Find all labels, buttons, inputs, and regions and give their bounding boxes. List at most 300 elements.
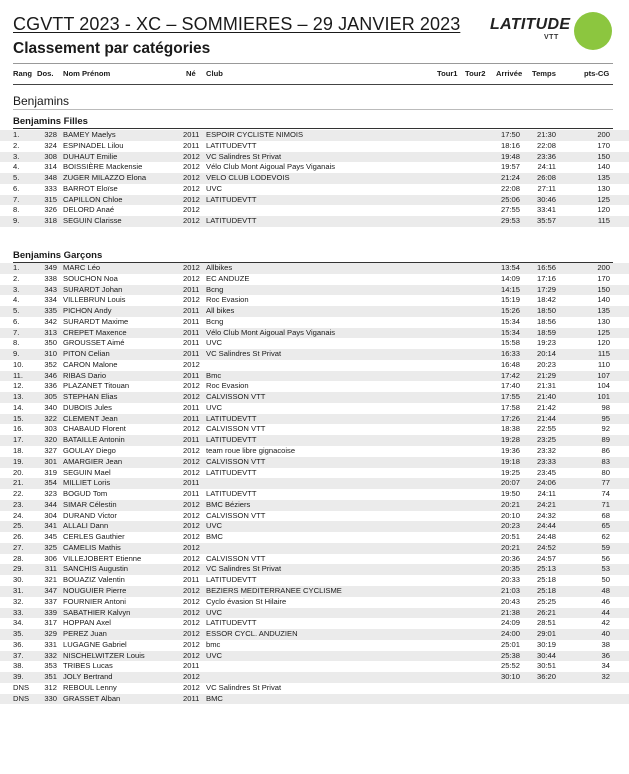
cell-arrivee: 14:09 — [500, 273, 520, 283]
column-header-rang: Rang — [13, 69, 32, 78]
cell-nom: SEGUIN Clarisse — [63, 216, 122, 226]
cell-temps: 19:23 — [536, 338, 556, 348]
cell-dossard: 324 — [44, 140, 57, 150]
cell-rang: 1. — [13, 130, 20, 139]
cell-nom: SABATHIER Kalvyn — [63, 607, 131, 617]
cell-points: 130 — [597, 316, 610, 326]
table-row — [0, 205, 629, 216]
table-row — [0, 371, 629, 382]
cell-temps: 24:21 — [536, 499, 556, 509]
cell-rang: 24. — [13, 510, 24, 520]
cell-dossard: 310 — [44, 349, 57, 359]
cell-annee: 2011 — [183, 478, 200, 488]
cell-temps: 17:16 — [536, 273, 556, 283]
cell-arrivee: 30:10 — [500, 672, 520, 682]
cell-nom: CAMELIS Mathis — [63, 542, 121, 552]
cell-arrivee: 25:01 — [500, 639, 520, 649]
table-row — [0, 543, 629, 554]
table-row — [0, 392, 629, 403]
cell-rang: 26. — [13, 532, 24, 542]
cell-annee: 2011 — [183, 140, 200, 150]
cell-nom: CHABAUD Florent — [63, 424, 126, 434]
cell-annee: 2012 — [183, 295, 200, 305]
cell-annee: 2012 — [183, 194, 200, 204]
cell-annee: 2012 — [183, 359, 200, 369]
cell-club: LATITUDEVTT — [206, 194, 257, 204]
results-table-filles — [0, 130, 629, 227]
cell-rang: 38. — [13, 661, 24, 671]
table-row — [0, 457, 629, 468]
cell-rang: 29. — [13, 564, 24, 574]
cell-nom: BARROT Eloïse — [63, 183, 118, 193]
cell-dossard: 311 — [44, 564, 57, 574]
cell-temps: 23:36 — [536, 151, 556, 161]
cell-temps: 18:50 — [536, 306, 556, 316]
cell-rang: 21. — [13, 478, 24, 488]
cell-nom: FOURNIER Antoni — [63, 596, 126, 606]
cell-club: CALVISSON VTT — [206, 456, 266, 466]
cell-arrivee: 15:58 — [500, 338, 520, 348]
cell-annee: 2012 — [183, 553, 200, 563]
column-header-tour2: Tour2 — [465, 69, 486, 78]
cell-annee: 2012 — [183, 542, 200, 552]
cell-nom: SEGUIN Mael — [63, 467, 111, 477]
cell-nom: PLAZANET Titouan — [63, 381, 130, 391]
cell-temps: 25:25 — [536, 596, 556, 606]
cell-rang: 19. — [13, 456, 24, 466]
cell-rang: 27. — [13, 542, 24, 552]
cell-points: 101 — [597, 392, 610, 402]
cell-temps: 16:56 — [536, 263, 556, 272]
cell-nom: ALLALI Dann — [63, 521, 109, 531]
cell-arrivee: 24:09 — [500, 618, 520, 628]
cell-annee: 2012 — [183, 639, 200, 649]
table-row — [0, 360, 629, 371]
cell-dossard: 342 — [44, 316, 57, 326]
table-row — [0, 532, 629, 543]
cell-club: VC Salindres St Privat — [206, 349, 282, 359]
column-header-pts: pts-CG — [584, 69, 610, 78]
cell-dossard: 347 — [44, 585, 57, 595]
table-row — [0, 328, 629, 339]
cell-dossard: 322 — [44, 413, 57, 423]
table-row — [0, 285, 629, 296]
cell-annee: 2012 — [183, 205, 200, 215]
cell-points: 83 — [601, 456, 610, 466]
cell-annee: 2012 — [183, 596, 200, 606]
cell-club: LATITUDEVTT — [206, 467, 257, 477]
cell-arrivee: 27:55 — [500, 205, 520, 215]
cell-dossard: 320 — [44, 435, 57, 445]
cell-club: bmc — [206, 639, 221, 649]
cell-temps: 24:52 — [536, 542, 556, 552]
cell-dossard: 339 — [44, 607, 57, 617]
cell-arrivee: 15:34 — [500, 327, 520, 337]
cell-nom: HOPPAN Axel — [63, 618, 111, 628]
cell-points: 38 — [601, 639, 610, 649]
logo-subtext: VTT — [544, 34, 559, 41]
table-row — [0, 468, 629, 479]
cell-temps: 28:51 — [536, 618, 556, 628]
cell-points: 48 — [601, 585, 610, 595]
column-header-ne: Né — [186, 69, 196, 78]
cell-arrivee: 20:33 — [500, 575, 520, 585]
cell-dossard: 338 — [44, 273, 57, 283]
cell-club: UVC — [206, 650, 223, 660]
cell-points: 71 — [601, 499, 610, 509]
cell-arrivee: 25:52 — [500, 661, 520, 671]
table-row — [0, 263, 629, 274]
table-row — [0, 683, 629, 694]
cell-annee: 2012 — [183, 216, 200, 226]
cell-annee: 2011 — [183, 306, 200, 316]
column-header-row — [0, 69, 629, 82]
cell-arrivee: 20:21 — [500, 499, 520, 509]
cell-arrivee: 20:21 — [500, 542, 520, 552]
cell-club: LATITUDEVTT — [206, 216, 257, 226]
cell-temps: 24:11 — [537, 162, 556, 172]
cell-nom: AMARGIER Jean — [63, 456, 123, 466]
cell-annee: 2011 — [183, 693, 200, 703]
cell-points: 46 — [601, 596, 610, 606]
cell-annee: 2012 — [183, 381, 200, 391]
cell-temps: 26:08 — [536, 173, 556, 183]
cell-annee: 2011 — [183, 370, 200, 380]
table-row — [0, 274, 629, 285]
cell-nom: BOISSIÈRE Mackensie — [63, 162, 143, 172]
cell-arrivee: 15:26 — [500, 306, 520, 316]
cell-dossard: 319 — [44, 467, 57, 477]
cell-club: VELO CLUB LODEVOIS — [206, 173, 290, 183]
column-header-nom: Nom Prénom — [63, 69, 111, 78]
table-row — [0, 295, 629, 306]
cell-dossard: 305 — [44, 392, 57, 402]
cell-arrivee: 20:36 — [500, 553, 520, 563]
cell-club: LATITUDEVTT — [206, 489, 257, 499]
table-row — [0, 511, 629, 522]
cell-dossard: 346 — [44, 370, 57, 380]
cell-club: ESSOR CYCL. ANDUZIEN — [206, 629, 298, 639]
cell-rang: 39. — [13, 672, 24, 682]
cell-temps: 24:06 — [536, 478, 556, 488]
cell-dossard: 317 — [44, 618, 57, 628]
cell-points: 68 — [601, 510, 610, 520]
cell-annee: 2012 — [183, 263, 200, 272]
cell-rang: 17. — [13, 435, 24, 445]
cell-points: 59 — [601, 542, 610, 552]
cell-club: BMC Béziers — [206, 499, 251, 509]
cell-temps: 36:20 — [536, 672, 556, 682]
group-title-garcons: Benjamins Garçons — [13, 250, 103, 261]
cell-rang: 2. — [13, 273, 20, 283]
cell-dossard: 332 — [44, 650, 57, 660]
cell-annee: 2012 — [183, 629, 200, 639]
cell-rang: 6. — [13, 316, 20, 326]
cell-arrivee: 16:48 — [500, 359, 520, 369]
cell-points: 40 — [601, 629, 610, 639]
cell-rang: 8. — [13, 338, 20, 348]
cell-nom: SIMAR Célestin — [63, 499, 117, 509]
cell-rang: 1. — [13, 263, 20, 272]
table-row — [0, 478, 629, 489]
cell-temps: 24:44 — [536, 521, 556, 531]
cell-club: BMC — [206, 532, 223, 542]
cell-dossard: 303 — [44, 424, 57, 434]
cell-annee: 2012 — [183, 521, 200, 531]
cell-nom: TRIBES Lucas — [63, 661, 113, 671]
cell-arrivee: 20:35 — [500, 564, 520, 574]
cell-dossard: 326 — [44, 205, 57, 215]
cell-points: 115 — [597, 216, 610, 226]
logo-text: LATITUDE — [490, 16, 571, 33]
table-row — [0, 575, 629, 586]
cell-temps: 30:19 — [536, 639, 556, 649]
cell-rang: 34. — [13, 618, 24, 628]
cell-arrivee: 25:38 — [500, 650, 520, 660]
cell-dossard: 304 — [44, 510, 57, 520]
table-row — [0, 141, 629, 152]
cell-points: 36 — [601, 650, 610, 660]
table-row — [0, 554, 629, 565]
cell-dossard: 340 — [44, 402, 57, 412]
cell-nom: LUGAGNE Gabriel — [63, 639, 127, 649]
cell-nom: PEREZ Juan — [63, 629, 107, 639]
cell-dossard: 314 — [44, 162, 57, 172]
cell-dossard: 330 — [44, 693, 57, 703]
cell-dossard: 308 — [44, 151, 57, 161]
cell-annee: 2012 — [183, 183, 200, 193]
cell-temps: 21:42 — [536, 402, 556, 412]
cell-rang: 22. — [13, 489, 24, 499]
cell-club: CALVISSON VTT — [206, 553, 266, 563]
cell-temps: 21:30 — [536, 130, 556, 139]
cell-club: BEZIERS MEDITERRANEE CYCLISME — [206, 585, 342, 595]
cell-arrivee: 20:51 — [500, 532, 520, 542]
cell-temps: 23:45 — [536, 467, 556, 477]
table-row — [0, 521, 629, 532]
cell-dossard: 315 — [44, 194, 57, 204]
cell-dossard: 343 — [44, 284, 57, 294]
cell-arrivee: 19:36 — [500, 446, 520, 456]
table-row — [0, 651, 629, 662]
cell-points: 107 — [597, 370, 610, 380]
table-row — [0, 597, 629, 608]
cell-points: 56 — [601, 553, 610, 563]
cell-nom: SOUCHON Noa — [63, 273, 118, 283]
cell-annee: 2012 — [183, 532, 200, 542]
cell-dossard: 328 — [44, 130, 57, 139]
cell-temps: 22:08 — [536, 140, 556, 150]
cell-annee: 2012 — [183, 392, 200, 402]
cell-dossard: 351 — [44, 672, 57, 682]
group-divider — [13, 128, 613, 129]
cell-points: 89 — [601, 435, 610, 445]
cell-rang: 16. — [13, 424, 24, 434]
table-row — [0, 338, 629, 349]
table-row — [0, 586, 629, 597]
cell-rang: 8. — [13, 205, 20, 215]
cell-dossard: 348 — [44, 173, 57, 183]
cell-dossard: 329 — [44, 629, 57, 639]
cell-points: 200 — [597, 130, 610, 139]
cell-rang: 5. — [13, 306, 20, 316]
cell-rang: 23. — [13, 499, 24, 509]
cell-club: UVC — [206, 183, 223, 193]
table-row — [0, 435, 629, 446]
cell-rang: 9. — [13, 349, 20, 359]
results-table-garcons — [0, 263, 629, 704]
cell-annee: 2011 — [183, 489, 200, 499]
cell-points: 130 — [597, 183, 610, 193]
cell-nom: BATAILLE Antonin — [63, 435, 125, 445]
gear-icon — [574, 12, 612, 50]
cell-rang: 7. — [13, 327, 20, 337]
cell-dossard: 352 — [44, 359, 57, 369]
cell-club: All bikes — [206, 306, 235, 316]
cell-temps: 22:55 — [536, 424, 556, 434]
cell-rang: 13. — [13, 392, 24, 402]
column-header-arrivee: Arrivée — [496, 69, 523, 78]
cell-points: 50 — [601, 575, 610, 585]
cell-dossard: 354 — [44, 478, 57, 488]
cell-dossard: 301 — [44, 456, 57, 466]
cell-annee: 2011 — [183, 402, 200, 412]
cell-club: VC Salindres St Privat — [206, 151, 282, 161]
cell-temps: 27:11 — [537, 183, 556, 193]
cell-rang: 20. — [13, 467, 24, 477]
cell-dossard: 353 — [44, 661, 57, 671]
cell-arrivee: 21:24 — [500, 173, 520, 183]
cell-temps: 17:29 — [536, 284, 556, 294]
cell-club: UVC — [206, 521, 223, 531]
cell-annee: 2012 — [183, 585, 200, 595]
cell-points: 53 — [601, 564, 610, 574]
cell-annee: 2012 — [183, 151, 200, 161]
cell-rang: 31. — [13, 585, 24, 595]
cell-club: Vélo Club Mont Aigoual Pays Viganais — [206, 327, 336, 337]
section-title: Benjamins — [13, 94, 70, 108]
cell-rang: 25. — [13, 521, 24, 531]
cell-rang: 36. — [13, 639, 24, 649]
page-title: CGVTT 2023 - XC – SOMMIERES – 29 JANVIER 2023 — [13, 14, 461, 34]
cell-arrivee: 19:57 — [500, 162, 520, 172]
cell-arrivee: 19:25 — [500, 467, 520, 477]
cell-points: 150 — [597, 151, 610, 161]
cell-temps: 24:11 — [537, 489, 556, 499]
cell-annee: 2012 — [183, 650, 200, 660]
cell-club: LATITUDEVTT — [206, 575, 257, 585]
cell-rang: 28. — [13, 553, 24, 563]
cell-dossard: 321 — [44, 575, 57, 585]
cell-points: 44 — [601, 607, 610, 617]
cell-annee: 2012 — [183, 499, 200, 509]
cell-points: 135 — [597, 173, 610, 183]
cell-club: Cyclo évasion St Hilaire — [206, 596, 287, 606]
cell-annee: 2011 — [183, 284, 200, 294]
cell-rang: 10. — [13, 359, 24, 369]
cell-annee: 2012 — [183, 162, 200, 172]
cell-rang: 7. — [13, 194, 20, 204]
cell-dossard: 335 — [44, 306, 57, 316]
cell-arrivee: 24:00 — [500, 629, 520, 639]
cell-rang: 6. — [13, 183, 20, 193]
cell-annee: 2011 — [183, 316, 200, 326]
cell-annee: 2012 — [183, 456, 200, 466]
cell-nom: MILLIET Loris — [63, 478, 111, 488]
table-row — [0, 195, 629, 206]
cell-club: EC ANDUZE — [206, 273, 250, 283]
table-row — [0, 349, 629, 360]
cell-arrivee: 16:33 — [500, 349, 520, 359]
cell-temps: 30:51 — [536, 661, 556, 671]
column-header-club: Club — [206, 69, 223, 78]
cell-club: VC Salindres St Privat — [206, 682, 282, 692]
table-row — [0, 629, 629, 640]
cell-arrivee: 22:08 — [500, 183, 520, 193]
cell-dossard: 333 — [44, 183, 57, 193]
cell-nom: CERLES Gauthier — [63, 532, 125, 542]
cell-annee: 2011 — [183, 130, 200, 139]
column-header-temps: Temps — [532, 69, 556, 78]
cell-points: 125 — [597, 194, 610, 204]
table-row — [0, 216, 629, 227]
cell-points: 34 — [601, 661, 610, 671]
table-row — [0, 489, 629, 500]
cell-nom: JOLY Bertrand — [63, 672, 113, 682]
cell-points: 32 — [601, 672, 610, 682]
cell-rang: 3. — [13, 151, 20, 161]
cell-temps: 25:18 — [536, 585, 556, 595]
cell-temps: 29:01 — [536, 629, 556, 639]
cell-dossard: 306 — [44, 553, 57, 563]
cell-nom: CREPET Maxence — [63, 327, 127, 337]
cell-club: LATITUDEVTT — [206, 618, 257, 628]
cell-nom: PITON Celian — [63, 349, 110, 359]
cell-nom: CLEMENT Jean — [63, 413, 118, 423]
cell-arrivee: 29:53 — [500, 216, 520, 226]
table-row — [0, 564, 629, 575]
section-divider — [13, 109, 613, 110]
cell-dossard: 325 — [44, 542, 57, 552]
cell-dossard: 350 — [44, 338, 57, 348]
header-divider — [13, 84, 613, 85]
cell-points: 42 — [601, 618, 610, 628]
cell-rang: 4. — [13, 162, 20, 172]
cell-annee: 2012 — [183, 446, 200, 456]
cell-nom: ESPINADEL Lilou — [63, 140, 124, 150]
cell-nom: GOULAY Diego — [63, 446, 116, 456]
cell-nom: BAMEY Maelys — [63, 130, 116, 139]
page-subtitle: Classement par catégories — [13, 40, 211, 57]
cell-points: 125 — [597, 327, 610, 337]
cell-annee: 2012 — [183, 607, 200, 617]
cell-temps: 21:29 — [536, 370, 556, 380]
cell-club: Allbikes — [206, 263, 233, 272]
cell-arrivee: 13:54 — [500, 263, 520, 272]
cell-club: Bcng — [206, 284, 224, 294]
cell-club: UVC — [206, 402, 223, 412]
table-row — [0, 130, 629, 141]
cell-nom: BOUAZIZ Valentin — [63, 575, 125, 585]
table-row — [0, 618, 629, 629]
cell-temps: 23:32 — [536, 446, 556, 456]
cell-points: 62 — [601, 532, 610, 542]
cell-annee: 2012 — [183, 467, 200, 477]
cell-club: Bmc — [206, 370, 222, 380]
cell-club: Roc Evasion — [206, 381, 249, 391]
cell-rang: 15. — [13, 413, 24, 423]
cell-club: Roc Evasion — [206, 295, 249, 305]
